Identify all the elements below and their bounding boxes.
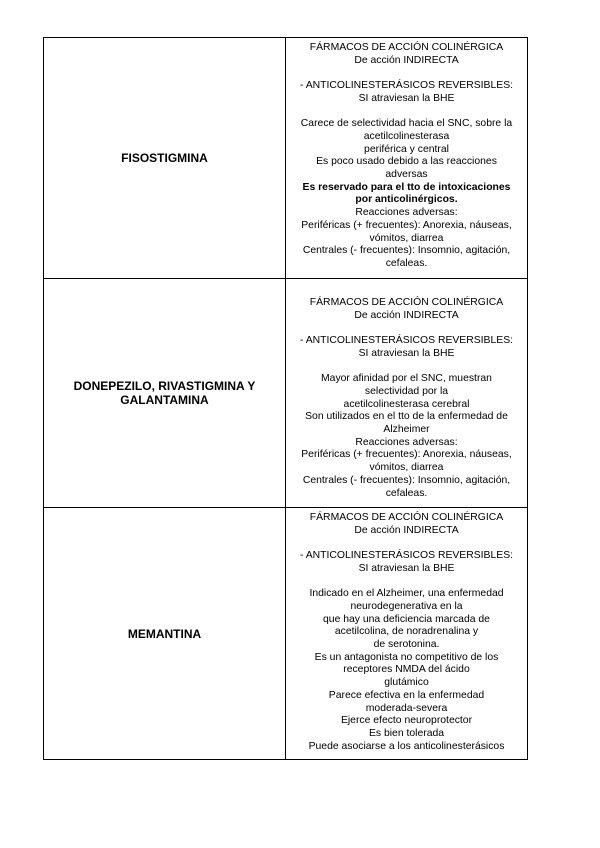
description-line: vómitos, diarrea xyxy=(369,232,444,244)
description-line: De acción INDIRECTA xyxy=(354,309,459,321)
description-line: - ANTICOLINESTERÁSICOS REVERSIBLES: xyxy=(299,335,514,347)
description-line: Centrales (- frecuentes): Insomnio, agitación, xyxy=(302,245,511,257)
drug-description xyxy=(286,508,527,759)
description-line: Es poco usado debido a las reacciones xyxy=(316,156,497,168)
table-row xyxy=(44,507,527,759)
description-line: Carece de selectividad hacia el SNC, sobre la xyxy=(300,118,513,130)
description-line: Mayor afinidad por el SNC, muestran xyxy=(321,373,492,385)
description-line: cefaleas. xyxy=(385,257,428,269)
description-line: cefaleas. xyxy=(385,487,428,499)
drug-description xyxy=(286,279,527,507)
description-line: Puede asociarse a los anticolinesterásicos xyxy=(308,740,505,752)
description-line: neurodegenerativa en la xyxy=(350,600,463,612)
description-line xyxy=(290,322,523,335)
table-row xyxy=(44,38,527,278)
table-row xyxy=(44,278,527,507)
drug-name: FISOSTIGMINA xyxy=(44,38,286,278)
description-line: selectividad por la xyxy=(364,385,449,397)
description-line: Son utilizados en el tto de la enfermedad de xyxy=(305,411,508,423)
description-line xyxy=(290,537,523,550)
description-line: Centrales (- frecuentes): Insomnio, agitación, xyxy=(302,474,511,486)
description-line: glutámico xyxy=(384,677,429,689)
description-line: acetilcolinesterasa xyxy=(363,130,450,142)
description-line: periférica y central xyxy=(364,143,449,155)
description-line: FÁRMACOS DE ACCIÓN COLINÉRGICA xyxy=(309,297,504,308)
description-line: receptores NMDA del ácido xyxy=(343,664,470,676)
description-line: acetilcolinesterasa cerebral xyxy=(343,398,470,410)
description-line: acetilcolina, de noradrenalina y xyxy=(334,626,479,638)
description-line: adversas xyxy=(385,169,428,180)
description-line: Periféricas (+ frecuentes): Anorexia, náuseas, xyxy=(301,449,512,461)
description-line: De acción INDIRECTA xyxy=(354,524,459,536)
description-line: Periféricas (+ frecuentes): Anorexia, náuseas, xyxy=(301,219,512,231)
description-line xyxy=(290,576,523,589)
description-line: Reacciones adversas: xyxy=(355,207,458,219)
description-line: Alzheimer xyxy=(383,424,430,435)
description-line: vómitos, diarrea xyxy=(369,462,444,474)
description-line: Es un antagonista no competitivo de los xyxy=(314,651,499,663)
description-line-bold: por anticolinérgicos. xyxy=(355,194,458,206)
description-line: de serotonina. xyxy=(373,639,440,650)
description-line: FÁRMACOS DE ACCIÓN COLINÉRGICA xyxy=(309,42,504,53)
description-line: SI atraviesan la BHE xyxy=(358,92,455,104)
description-line xyxy=(290,361,523,374)
description-line xyxy=(290,106,523,119)
drug-name: DONEPEZILO, RIVASTIGMINA Y GALANTAMINA xyxy=(44,279,286,507)
description-line: que hay una deficiencia marcada de xyxy=(323,613,490,625)
description-line: SI atraviesan la BHE xyxy=(358,347,455,359)
description-line-bold: Es reservado para el tto de intoxicaciones xyxy=(302,181,511,193)
description-line: Parece efectiva en la enfermedad xyxy=(328,689,485,701)
description-line: Ejerce efecto neuroprotector xyxy=(340,715,473,727)
drug-description xyxy=(286,38,527,278)
description-line: FÁRMACOS DE ACCIÓN COLINÉRGICA xyxy=(309,512,504,523)
description-line: De acción INDIRECTA xyxy=(354,54,459,66)
description-line: - ANTICOLINESTERÁSICOS REVERSIBLES: xyxy=(299,550,514,562)
drug-name: MEMANTINA xyxy=(44,508,286,759)
description-line: Reacciones adversas: xyxy=(355,436,458,448)
drug-table xyxy=(43,37,528,760)
description-line xyxy=(290,67,523,80)
description-line: SI atraviesan la BHE xyxy=(358,562,455,574)
description-line: Indicado en el Alzheimer, una enfermedad xyxy=(309,588,504,600)
description-line: moderada-severa xyxy=(365,702,448,714)
description-line: - ANTICOLINESTERÁSICOS REVERSIBLES: xyxy=(299,80,514,92)
description-line: Es bien tolerada xyxy=(368,727,445,739)
